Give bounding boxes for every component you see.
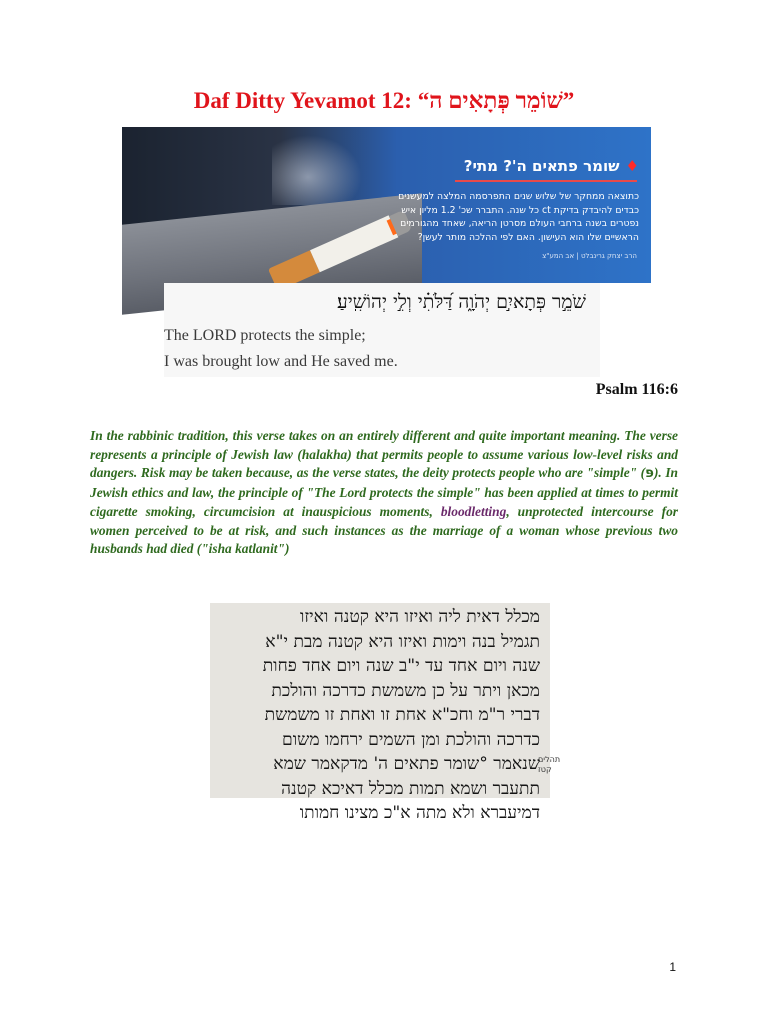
banner-body: כתוצאה ממחקר של שלוש שנים התפרסמה המלצה למעשנים כבדים להיבדק בדיקת ct כל שנה. התברר שכ' 1.2 מליון איש נפטרים בשנה ברחבי העולם מסרטן הריאה, שאחד מהגורמים הראשיים שלו הוא העישון. האם לפי ההלכה מותר לעשן? (398, 191, 639, 243)
talmud-line: שנה ויום אחד עד י"ב שנה ויום אחד פחות (262, 656, 540, 676)
talmud-line: שנאמר °שומר פתאים ה' מדקאמר שמא (273, 754, 540, 774)
banner-headline: ♦שומר פתאים ה'? מתי? (463, 157, 639, 175)
smoke-graphic (272, 135, 362, 205)
verse-citation: Psalm 116:6 (595, 381, 678, 398)
title-prefix: Daf Ditty Yevamot 12: (193, 88, 418, 113)
talmud-line: תתעבר ושמא תמות מכלל דאיכא קטנה (281, 778, 540, 799)
bullet-icon: ♦ (625, 157, 639, 175)
verse-english-line1: The LORD protects the simple; (164, 327, 366, 344)
verse-hebrew: שֹׁמֵ֣ר פְּתָאיִ֣ם יְהֹוָ֑ה דַּ֝לֹּתִ֗י וְלִ֣י יְהוֹשִֽׁיעַ׃ (336, 291, 586, 313)
talmud-line: כדרכה והולכת ומן השמים ירחמו משום (282, 729, 540, 750)
talmud-excerpt-image (210, 603, 561, 823)
talmud-text (222, 605, 540, 826)
talmud-line: דמיעברא ולא מתה א"כ מצינו חמותו (299, 803, 540, 823)
page-number: 1 (669, 960, 676, 974)
hebrew-glyph: פּ (645, 466, 654, 482)
talmud-line: דברי ר"מ וחכ"א אחת זו ואחת זו משמשת (264, 705, 540, 725)
page-title (0, 88, 768, 114)
banner-divider (455, 180, 637, 182)
talmud-line: מכלל דאית ליה ואיזו היא קטנה ואיזו (299, 607, 540, 627)
verse-english-line2: I was brought low and He saved me. (164, 353, 398, 370)
article-banner-image (122, 127, 651, 283)
banner-credit: הרב יצחק גרינבלט | אב המע"צ (542, 252, 637, 260)
talmud-margin-note: תהלים קטז (538, 755, 561, 774)
commentary-paragraph: In the rabbinic tradition, this verse takes on an entirely different and quite important meaning. The verse represents a principle of Jewish law (halakha) that permits people to assume various low-level risks and dangers. Risk may be taken because, as the verse states, the deity protects people who are "simple" (פּ). In Jewish ethics and law, the principle of "The Lord protects the simple" has been applied at times to permit cigarette smoking, circumcision at inauspicious moments, bloodletting, unprotected intercourse for women perceived to be at risk, and such instances as the marriage of a woman whose previous two husbands had died ("isha katlanit") (90, 428, 678, 557)
title-hebrew: “שׁוֹמֵר פְּתָאִים ה” (417, 88, 575, 113)
bloodletting-link[interactable]: bloodletting (440, 503, 507, 519)
talmud-line: מכאן ויתר על כן משמשת כדרכה והולכת (271, 680, 540, 701)
talmud-line: תגמיל בנה וימות ואיזו היא קטנה מבת י"א (265, 631, 540, 652)
verse-box (164, 283, 600, 377)
